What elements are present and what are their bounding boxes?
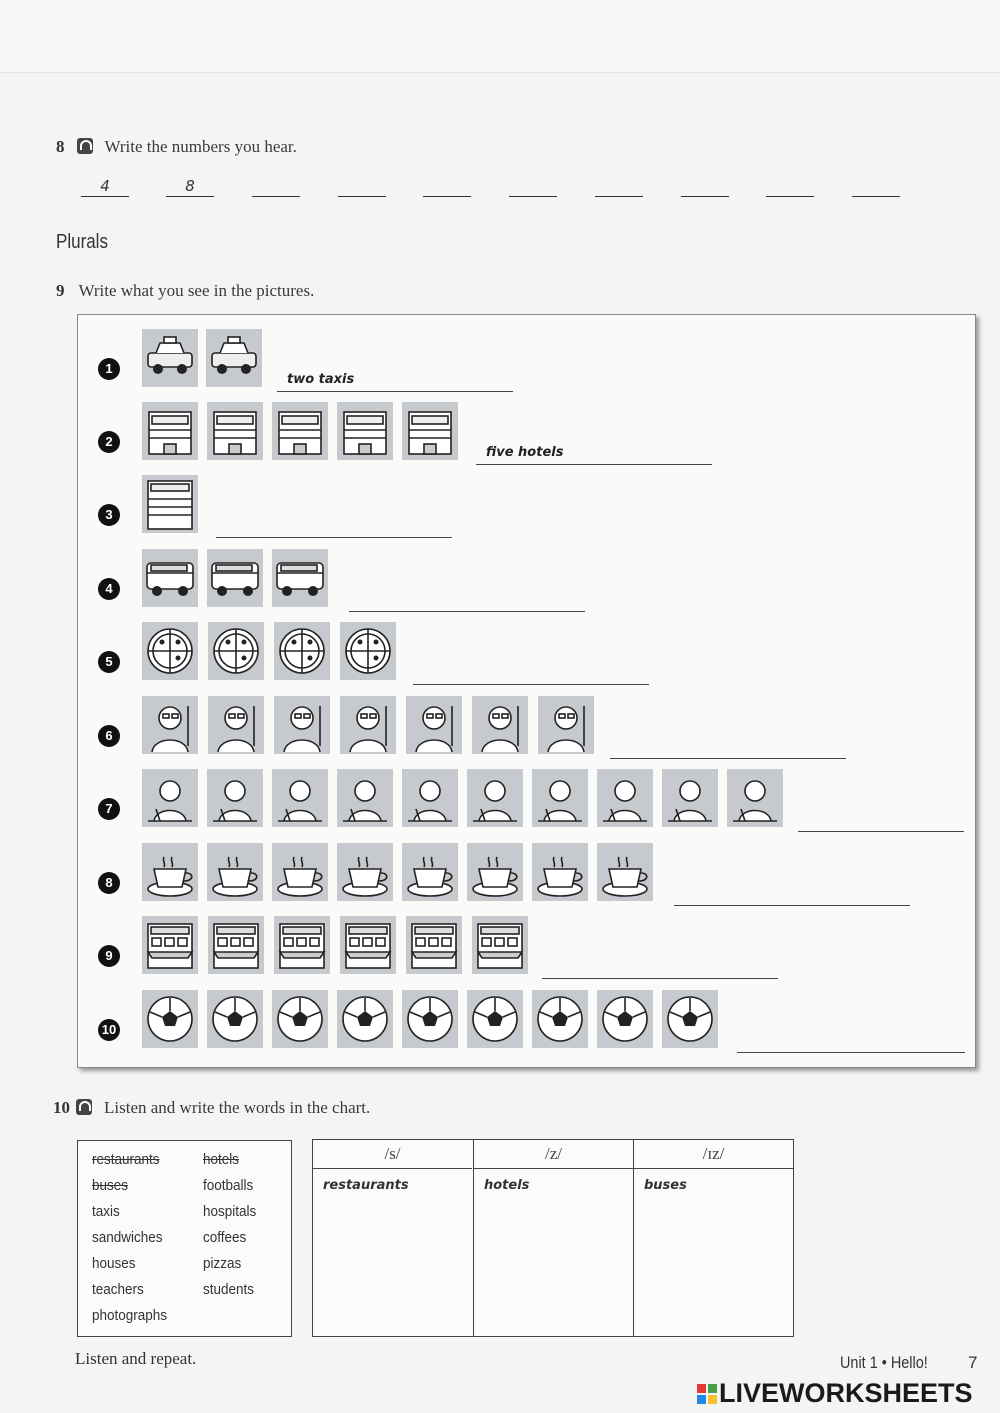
chart-column-header: /z/ (474, 1140, 633, 1169)
chart-column (313, 1140, 472, 1336)
coffee-picture (142, 843, 198, 901)
taxi-picture (206, 329, 262, 387)
teacher-picture (406, 696, 462, 754)
item-number-badge: 2 (98, 431, 120, 453)
pizza-picture (340, 622, 396, 680)
word-item: coffees (203, 1229, 247, 1246)
number-answer-1[interactable]: 4 (81, 178, 129, 197)
football-picture (597, 990, 653, 1048)
exercise-instruction: Listen and write the words in the chart. (104, 1098, 371, 1117)
teacher-picture (340, 696, 396, 754)
exercise-number: 9 (56, 281, 65, 300)
headphones-icon (76, 1099, 92, 1115)
chart-answer-field[interactable]: buses (644, 1178, 687, 1193)
football-picture (272, 990, 328, 1048)
number-answer-8[interactable] (681, 178, 729, 197)
word-item: taxis (92, 1203, 120, 1220)
student-picture (467, 769, 523, 827)
football-picture (662, 990, 718, 1048)
chart-answer-field[interactable]: restaurants (323, 1178, 409, 1193)
hotel-picture (337, 402, 393, 460)
number-answer-3[interactable] (252, 178, 300, 197)
exercise-number: 8 (56, 137, 65, 156)
item-number-badge: 7 (98, 798, 120, 820)
chart-column (633, 1140, 793, 1336)
word-item: buses (92, 1177, 129, 1194)
word-item: pizzas (203, 1255, 242, 1272)
answer-field-6[interactable] (610, 736, 846, 759)
coffee-picture (337, 843, 393, 901)
coffee-picture (532, 843, 588, 901)
pizza-picture (208, 622, 264, 680)
word-item: footballs (203, 1177, 254, 1194)
pizza-picture (274, 622, 330, 680)
exercise-9-heading (56, 281, 314, 301)
restaurant-picture (340, 916, 396, 974)
coffee-picture (597, 843, 653, 901)
hotel-picture (142, 402, 198, 460)
word-item: houses (92, 1255, 136, 1272)
answer-field-1[interactable]: two taxis (277, 369, 513, 392)
number-answer-9[interactable] (766, 178, 814, 197)
headphones-icon (77, 138, 93, 154)
football-picture (532, 990, 588, 1048)
coffee-picture (272, 843, 328, 901)
teacher-picture (538, 696, 594, 754)
item-number-badge: 4 (98, 578, 120, 600)
teacher-picture (208, 696, 264, 754)
hotel-picture (402, 402, 458, 460)
item-number-badge: 3 (98, 504, 120, 526)
student-picture (662, 769, 718, 827)
item-number-badge: 9 (98, 945, 120, 967)
taxi-picture (142, 329, 198, 387)
answer-field-5[interactable] (413, 662, 649, 685)
answer-field-3[interactable] (216, 515, 452, 538)
answer-field-2[interactable]: five hotels (476, 442, 712, 465)
student-picture (142, 769, 198, 827)
football-picture (337, 990, 393, 1048)
football-picture (467, 990, 523, 1048)
item-number-badge: 8 (98, 872, 120, 894)
word-item: students (203, 1281, 255, 1298)
hospital-picture (142, 475, 198, 533)
listen-repeat-text: Listen and repeat. (75, 1349, 197, 1368)
unit-label: Unit 1 • Hello! (840, 1353, 928, 1372)
exercise-10-heading (53, 1098, 370, 1118)
item-number-badge: 10 (98, 1019, 120, 1041)
bus-picture (272, 549, 328, 607)
number-answer-7[interactable] (595, 178, 643, 197)
restaurant-picture (274, 916, 330, 974)
bus-picture (207, 549, 263, 607)
bus-picture (142, 549, 198, 607)
exercise-8-heading (56, 137, 297, 157)
student-picture (207, 769, 263, 827)
logo-mark-icon (697, 1384, 717, 1404)
item-number-badge: 5 (98, 651, 120, 673)
student-picture (532, 769, 588, 827)
number-answer-10[interactable] (852, 178, 900, 197)
hotel-picture (207, 402, 263, 460)
chart-column-header: /s/ (313, 1140, 472, 1169)
answer-field-7[interactable] (798, 809, 964, 832)
number-answer-2[interactable]: 8 (166, 178, 214, 197)
student-picture (402, 769, 458, 827)
number-answer-5[interactable] (423, 178, 471, 197)
sound-chart (312, 1139, 794, 1337)
coffee-picture (207, 843, 263, 901)
pizza-picture (142, 622, 198, 680)
word-item: hotels (203, 1151, 240, 1168)
coffee-picture (402, 843, 458, 901)
coffee-picture (467, 843, 523, 901)
word-item: photographs (92, 1307, 168, 1324)
number-answer-4[interactable] (338, 178, 386, 197)
page-top-band (0, 0, 1000, 73)
exercise-instruction: Write the numbers you hear. (104, 137, 297, 156)
answer-field-10[interactable] (737, 1030, 965, 1053)
football-picture (402, 990, 458, 1048)
chart-column (473, 1140, 633, 1336)
answer-field-4[interactable] (349, 589, 585, 612)
item-number-badge: 6 (98, 725, 120, 747)
number-answer-6[interactable] (509, 178, 557, 197)
teacher-picture (142, 696, 198, 754)
restaurant-picture (142, 916, 198, 974)
student-picture (727, 769, 783, 827)
football-picture (142, 990, 198, 1048)
chart-answer-field[interactable]: hotels (484, 1178, 530, 1193)
student-picture (337, 769, 393, 827)
word-item: hospitals (203, 1203, 257, 1220)
item-number-badge: 1 (98, 358, 120, 380)
word-item: restaurants (92, 1151, 160, 1168)
student-picture (597, 769, 653, 827)
restaurant-picture (406, 916, 462, 974)
exercise-number: 10 (53, 1098, 70, 1117)
student-picture (272, 769, 328, 827)
restaurant-picture (208, 916, 264, 974)
chart-column-header: /ɪz/ (634, 1140, 793, 1169)
word-item: teachers (92, 1281, 144, 1298)
logo-text: LIVEWORKSHEETS (719, 1378, 973, 1408)
teacher-picture (274, 696, 330, 754)
football-picture (207, 990, 263, 1048)
teacher-picture (472, 696, 528, 754)
answer-field-8[interactable] (674, 883, 910, 906)
section-title: Plurals (56, 231, 108, 253)
restaurant-picture (472, 916, 528, 974)
page-number: 7 (968, 1353, 978, 1372)
answer-field-9[interactable] (542, 956, 778, 979)
exercise-instruction: Write what you see in the pictures. (78, 281, 315, 300)
word-list-box (77, 1140, 292, 1337)
liveworksheets-logo (697, 1378, 973, 1409)
word-item: sandwiches (92, 1229, 163, 1246)
pictures-panel (77, 314, 976, 1068)
hotel-picture (272, 402, 328, 460)
